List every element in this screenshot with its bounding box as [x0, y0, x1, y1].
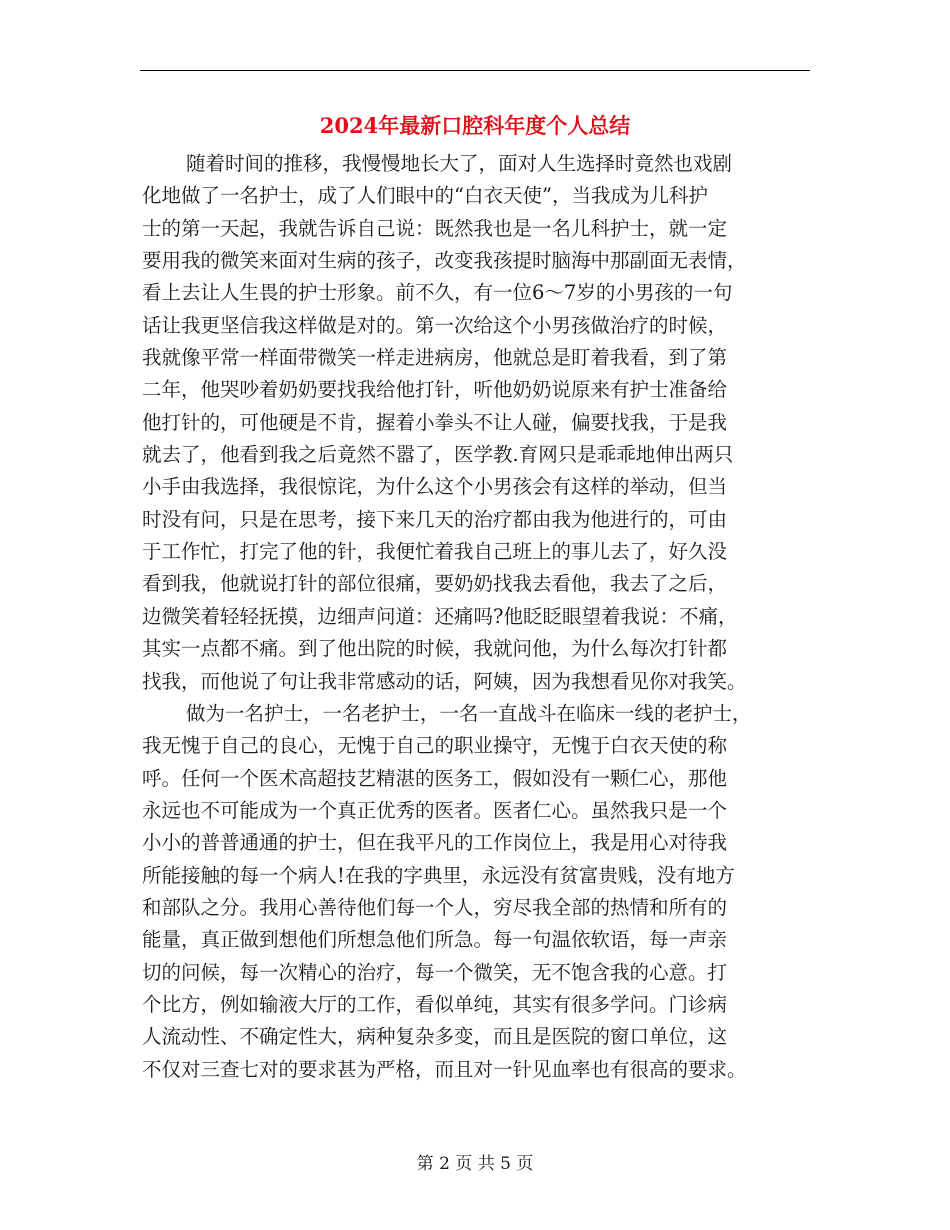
text-line: 我无愧于自己的良心，无愧于自己的职业操守，无愧于白衣天使的称	[142, 734, 728, 758]
text-line: 随着时间的推移，我慢慢地长大了，面对人生选择时竟然也戏剧	[186, 152, 733, 175]
paragraph-2	[142, 698, 812, 1086]
text-line: 小手由我选择，我很惊诧，为什么这个小男孩会有这样的举动，但当	[142, 475, 728, 499]
text-line: 时没有问，只是在思考，接下来几天的治疗都由我为他进行的，可由	[142, 507, 728, 531]
page-number: 第 2 页 共 5 页	[416, 1154, 534, 1174]
text-line: 士的第一天起，我就告诉自己说：既然我也是一名儿科护士，就一定	[142, 216, 728, 240]
text-line: 小小的普普通通的护士，但在我平凡的工作岗位上，我是用心对待我	[142, 831, 728, 855]
text-line: 人流动性、不确定性大，病种复杂多变，而且是医院的窗口单位，这	[142, 1025, 728, 1049]
text-line: 不仅对三查七对的要求甚为严格，而且对一针见血率也有很高的要求。	[142, 1057, 747, 1081]
text-line: 看到我，他就说打针的部位很痛，要奶奶找我去看他，我去了之后，	[142, 572, 728, 596]
document-title: 2024年最新口腔科年度个人总结	[319, 113, 631, 138]
header-rule	[140, 70, 810, 71]
text-line: 做为一名护士，一名老护士，一名一直战斗在临床一线的老护士，	[186, 701, 752, 725]
text-line: 找我，而他说了句让我非常感动的话，阿姨，因为我想看见你对我笑。	[142, 669, 747, 693]
text-line: 话让我更坚信我这样做是对的。第一次给这个小男孩做治疗的时候，	[142, 313, 728, 337]
paragraph-1	[142, 148, 812, 698]
document-body	[142, 148, 812, 1086]
text-line: 切的问候，每一次精心的治疗，每一个微笑，无不饱含我的心意。打	[142, 960, 728, 984]
text-line: 其实一点都不痛。到了他出院的时候，我就问他，为什么每次打针都	[142, 637, 728, 661]
text-line: 边微笑着轻轻抚摸，边细声问道：还痛吗?他眨眨眼望着我说：不痛，	[142, 604, 738, 628]
text-line: 二年，他哭吵着奶奶要找我给他打针，听他奶奶说原来有护士准备给	[142, 378, 728, 402]
text-line: 永远也不可能成为一个真正优秀的医者。医者仁心。虽然我只是一个	[142, 798, 728, 822]
text-line: 看上去让人生畏的护士形象。前不久，有一位6～7岁的小男孩的一句	[142, 281, 733, 305]
text-line: 能量，真正做到想他们所想急他们所急。每一句温依软语，每一声亲	[142, 928, 728, 952]
text-line: 要用我的微笑来面对生病的孩子，改变我孩提时脑海中那副面无表情，	[142, 249, 747, 273]
text-line: 所能接触的每一个病人!在我的字典里，永远没有贫富贵贱，没有地方	[142, 863, 735, 887]
text-line: 化地做了一名护士，成了人们眼中的“白衣天使”，当我成为儿科护	[142, 184, 708, 208]
text-line: 个比方，例如输液大厅的工作，看似单纯，其实有很多学问。门诊病	[142, 992, 728, 1016]
text-line: 呼。任何一个医术高超技艺精湛的医务工，假如没有一颗仁心，那他	[142, 766, 728, 790]
text-line: 于工作忙，打完了他的针，我便忙着我自己班上的事儿去了，好久没	[142, 540, 728, 564]
text-line: 和部队之分。我用心善待他们每一个人，穷尽我全部的热情和所有的	[142, 895, 728, 919]
text-line: 他打针的，可他硬是不肯，握着小拳头不让人碰，偏要找我，于是我	[142, 410, 728, 434]
text-line: 我就像平常一样面带微笑一样走进病房，他就总是盯着我看，到了第	[142, 346, 728, 370]
text-line: 就去了，他看到我之后竟然不嚣了，医学教.育网只是乖乖地伸出两只	[142, 443, 734, 467]
